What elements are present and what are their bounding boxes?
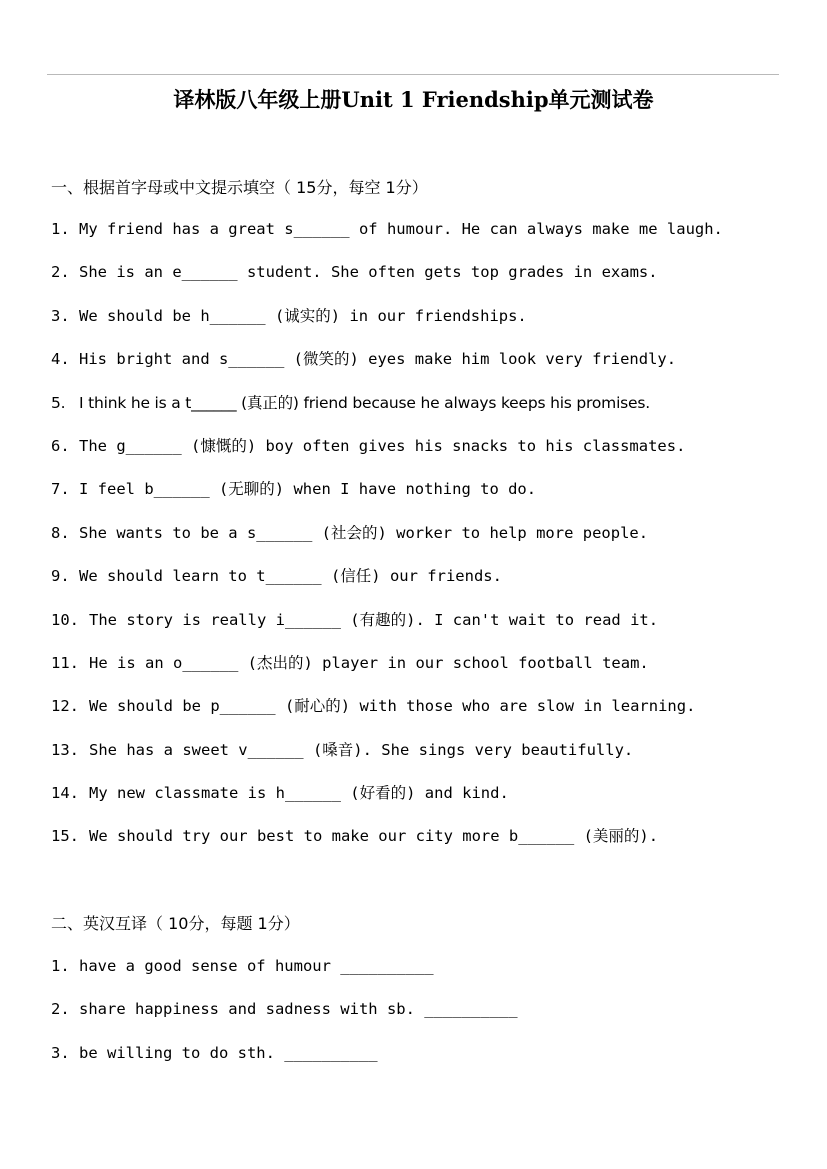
question-number: 4.	[51, 350, 70, 369]
question-text: The story is really i______ (有趣的). I can't wait to read it.	[89, 610, 659, 629]
question-item	[51, 780, 723, 823]
question-text: be willing to do sth. __________	[79, 1043, 378, 1062]
question-text: I feel b______ (无聊的) when I have nothing to do.	[79, 480, 537, 499]
question-item	[51, 953, 518, 996]
question-item	[51, 216, 723, 259]
question-item	[51, 607, 723, 650]
question-number: 3.	[51, 1043, 70, 1062]
section-1-question-list	[51, 216, 723, 867]
question-text: She is an e______ student. She often gets top grades in exams.	[79, 263, 658, 282]
page-title: 译林版八年级上册Unit 1 Friendship单元测试卷	[173, 87, 654, 112]
question-text: We should be h______ (诚实的) in our friendships.	[79, 306, 527, 325]
question-number: 10.	[51, 610, 79, 629]
question-number: 13.	[51, 740, 79, 759]
question-text: My friend has a great s______ of humour. He can always make me laugh.	[79, 220, 723, 238]
question-item	[51, 390, 723, 433]
question-item	[51, 737, 723, 780]
question-item	[51, 996, 518, 1039]
question-item	[51, 303, 723, 346]
question-text: She wants to be a s______ (社会的) worker to help more people.	[79, 523, 649, 542]
section-2-heading: 二、英汉互译（ 10分，每题 1分）	[51, 914, 300, 933]
question-number: 14.	[51, 784, 79, 803]
question-number: 5.	[51, 393, 66, 412]
question-text: He is an o______ (杰出的) player in our school football team.	[89, 653, 649, 672]
question-number: 1.	[51, 957, 70, 975]
section-1-heading: 一、根据首字母或中文提示填空（ 15分，每空 1分）	[51, 178, 428, 197]
question-text: I think he is a t______ (真正的) friend because he always keeps his promises.	[79, 393, 650, 412]
question-item	[51, 346, 723, 389]
question-number: 6.	[51, 436, 70, 455]
question-number: 9.	[51, 567, 70, 586]
question-item	[51, 520, 723, 563]
question-item	[51, 476, 723, 519]
question-item	[51, 693, 723, 736]
question-text: We should try our best to make our city more b______ (美丽的).	[89, 827, 659, 846]
question-text: She has a sweet v______ (嗓音). She sings very beautifully.	[89, 740, 634, 759]
question-item	[51, 259, 723, 302]
question-number: 7.	[51, 480, 70, 499]
question-item	[51, 433, 723, 476]
question-number: 1.	[51, 220, 70, 238]
question-number: 12.	[51, 697, 79, 716]
question-item	[51, 1040, 518, 1083]
question-text: We should learn to t______ (信任) our friends.	[79, 567, 502, 586]
header-rule	[47, 74, 779, 75]
question-text: share happiness and sadness with sb. __________	[79, 1000, 518, 1019]
question-text: We should be p______ (耐心的) with those who are slow in learning.	[89, 697, 696, 716]
section-2-question-list	[51, 953, 518, 1083]
question-item	[51, 563, 723, 606]
question-number: 2.	[51, 1000, 70, 1019]
question-number: 11.	[51, 653, 79, 672]
question-number: 2.	[51, 263, 70, 282]
question-text: My new classmate is h______ (好看的) and kind.	[89, 784, 509, 803]
question-text: have a good sense of humour __________	[79, 957, 434, 975]
question-number: 8.	[51, 523, 70, 542]
question-number: 3.	[51, 306, 70, 325]
question-item	[51, 823, 723, 866]
question-item	[51, 650, 723, 693]
question-number: 15.	[51, 827, 79, 846]
question-text: The g______ (慷慨的) boy often gives his snacks to his classmates.	[79, 436, 686, 455]
question-text: His bright and s______ (微笑的) eyes make him look very friendly.	[79, 350, 677, 369]
